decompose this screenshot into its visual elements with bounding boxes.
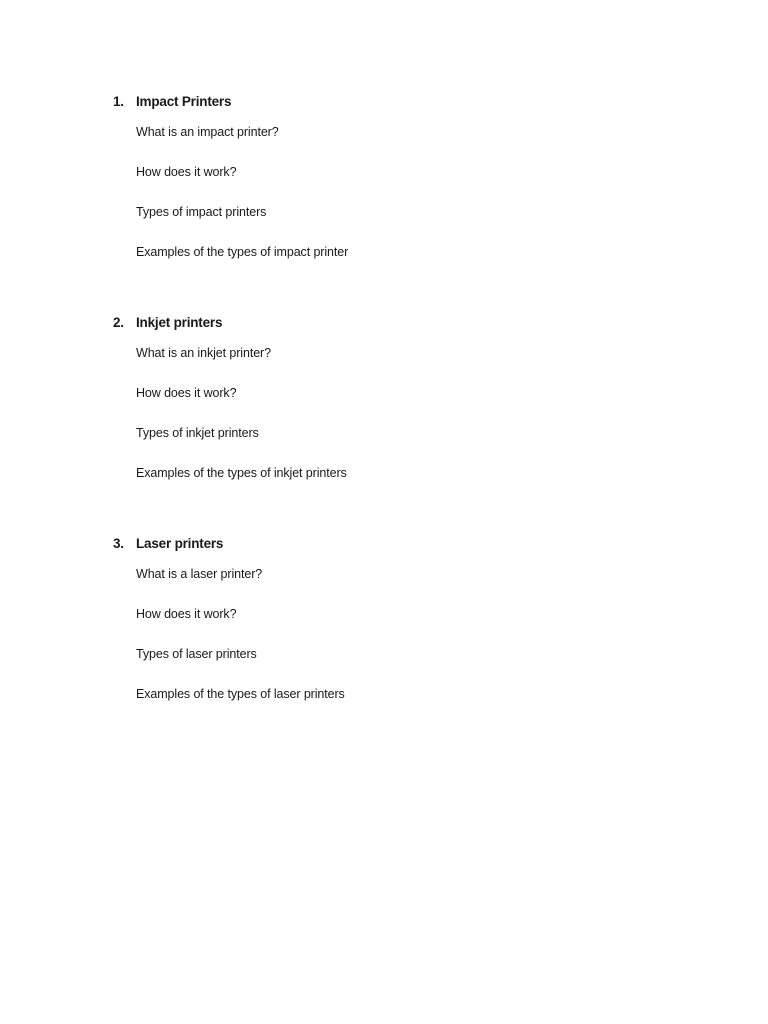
list-item: How does it work? xyxy=(136,165,237,179)
section-heading xyxy=(0,312,768,334)
section-number: 1. xyxy=(113,94,124,109)
section-number: 3. xyxy=(113,536,124,551)
section-title: Inkjet printers xyxy=(136,315,223,330)
list-item: What is a laser printer? xyxy=(136,567,263,581)
section-heading xyxy=(0,533,768,555)
list-item: Types of impact printers xyxy=(136,205,267,219)
list-item: What is an inkjet printer? xyxy=(136,346,271,360)
list-item: Examples of the types of laser printers xyxy=(136,687,345,701)
list-item: Examples of the types of impact printer xyxy=(136,245,349,259)
section-title: Impact Printers xyxy=(136,94,232,109)
section-heading xyxy=(0,91,768,113)
section-title: Laser printers xyxy=(136,536,224,551)
list-item: Types of inkjet printers xyxy=(136,426,259,440)
list-item: What is an impact printer? xyxy=(136,125,279,139)
list-item: Examples of the types of inkjet printers xyxy=(136,466,347,480)
list-item: Types of laser printers xyxy=(136,647,257,661)
list-item: How does it work? xyxy=(136,386,237,400)
section-number: 2. xyxy=(113,315,124,330)
list-item: How does it work? xyxy=(136,607,237,621)
